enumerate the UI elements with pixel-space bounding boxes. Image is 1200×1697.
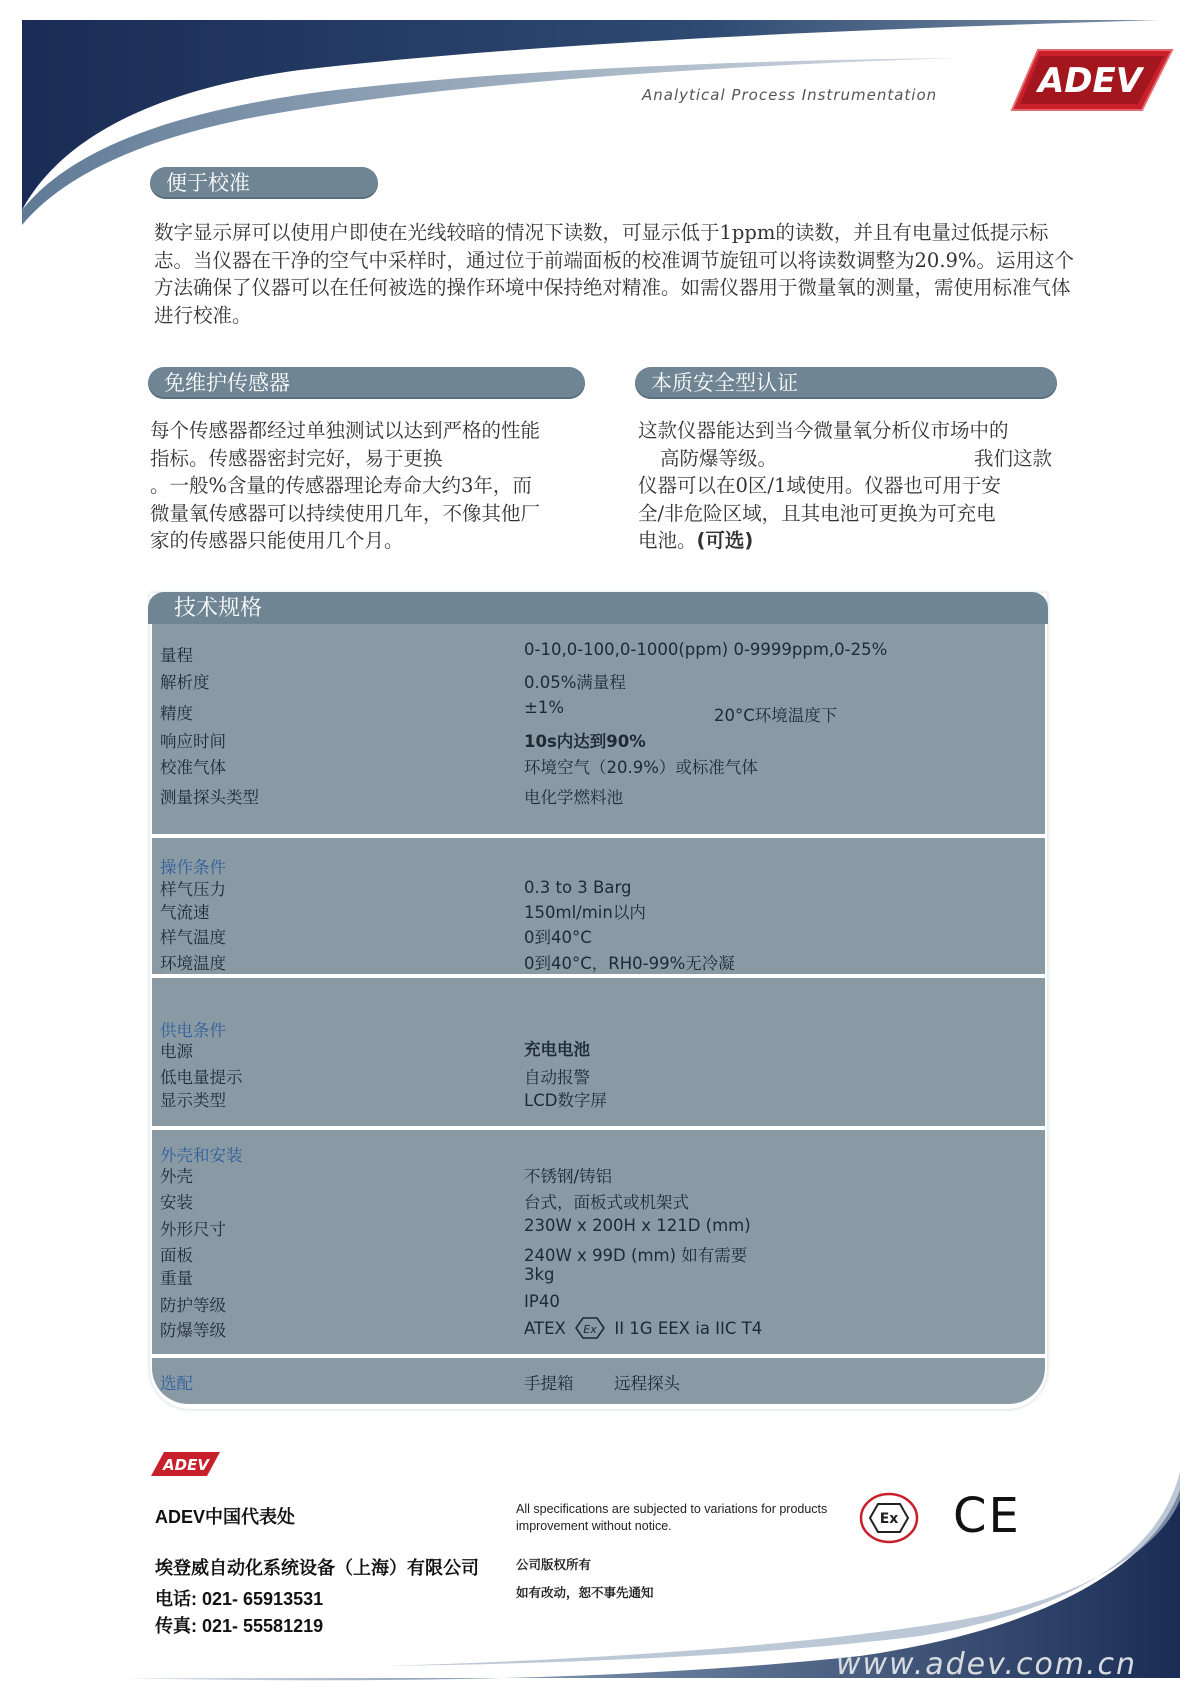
spec-category: 操作条件 bbox=[160, 858, 226, 877]
svg-text:Ex: Ex bbox=[583, 1323, 597, 1336]
spec-value: 环境空气（20.9%）或标准气体 bbox=[524, 758, 758, 777]
safety-line bbox=[638, 527, 1068, 555]
spec-label: 响应时间 bbox=[160, 732, 226, 751]
spec-value: ±1% bbox=[524, 698, 565, 717]
spec-value-atex bbox=[524, 1316, 762, 1340]
spec-value: 3kg bbox=[524, 1265, 555, 1284]
sensor-line: 指标。传感器密封完好，易于更换 bbox=[150, 446, 443, 470]
spec-label: 外形尺寸 bbox=[160, 1220, 226, 1239]
sensor-line: 。一般%含量的传感器理论寿命大约3年，而 bbox=[150, 474, 532, 497]
safety-fragment: 电池。 bbox=[638, 529, 697, 552]
safety-line: 全/非危险区域，且其电池可更换为可充电 bbox=[638, 501, 996, 525]
section-title-safety: 本质安全型认证 bbox=[635, 367, 1057, 399]
safety-fragment: 高防爆等级。 bbox=[660, 446, 778, 470]
spec-value: 0到40°C bbox=[524, 928, 592, 947]
calibration-body: 数字显示屏可以使用户即使在光线较暗的情况下读数，可显示低于1ppm的读数，并且有电量过低提示标志。当仪器在干净的空气中采样时，通过位于前端面板的校准调节旋钮可以将读数调整为20.9%。运用这个方法确保了仪器可以在任何被选的操作环境中保持绝对精准。如需仪器用于微量氧的测量，需使用标准气体进行校准。 bbox=[154, 221, 1074, 327]
footer-adev-logo bbox=[150, 1451, 222, 1477]
spec-label: 外壳 bbox=[160, 1167, 193, 1186]
section-title-calibration: 便于校准 bbox=[150, 167, 378, 199]
sensor-body bbox=[150, 417, 610, 555]
spec-value: 10s内达到90% bbox=[524, 732, 646, 751]
safety-line bbox=[638, 445, 1068, 473]
adev-logo bbox=[1010, 46, 1175, 116]
atex-ex-icon bbox=[858, 1490, 920, 1546]
spec-category: 供电条件 bbox=[160, 1021, 226, 1040]
spec-block-power bbox=[152, 978, 1045, 1126]
spec-value: 0-10,0-100,0-1000(ppm) 0-9999ppm,0-25% bbox=[524, 640, 888, 659]
spec-label: 电源 bbox=[160, 1042, 193, 1061]
company-name: 埃登威自动化系统设备（上海）有限公司 bbox=[155, 1558, 479, 1578]
fax: 传真: 021- 55581219 bbox=[155, 1616, 324, 1636]
spec-label: 量程 bbox=[160, 646, 193, 665]
spec-label: 气流速 bbox=[160, 903, 210, 922]
spec-label: 安装 bbox=[160, 1193, 193, 1212]
spec-label: 防护等级 bbox=[160, 1296, 226, 1315]
safety-fragment: 我们这款 bbox=[974, 446, 1053, 470]
spec-label: 低电量提示 bbox=[160, 1068, 243, 1087]
atex-rating: II 1G EEX ia IIC T4 bbox=[614, 1319, 763, 1338]
spec-value: 240W x 99D (mm) 如有需要 bbox=[524, 1246, 748, 1265]
safety-line: 这款仪器能达到当今微量氧分析仪市场中的 bbox=[638, 419, 1009, 442]
spec-title: 技术规格 bbox=[148, 592, 1048, 624]
spec-block-options bbox=[152, 1358, 1045, 1404]
notice-line: All specifications are subjected to variations for products bbox=[516, 1502, 828, 1516]
svg-text:ADEV: ADEV bbox=[1037, 61, 1143, 101]
spec-label: 显示类型 bbox=[160, 1091, 226, 1110]
spec-category: 外壳和安装 bbox=[160, 1146, 243, 1165]
svg-text:Ex: Ex bbox=[879, 1511, 899, 1527]
svg-text:ADEV: ADEV bbox=[163, 1456, 209, 1474]
website-url[interactable]: www.adev.com.cn bbox=[836, 1647, 1138, 1682]
spec-label: 面板 bbox=[160, 1246, 193, 1265]
tagline: Analytical Process Instrumentation bbox=[642, 86, 938, 104]
ce-mark-icon: CE bbox=[953, 1488, 1021, 1544]
header-swoosh bbox=[0, 0, 1200, 240]
spec-block-operating bbox=[152, 838, 1045, 974]
spec-label: 精度 bbox=[160, 704, 193, 723]
spec-label: 样气温度 bbox=[160, 928, 226, 947]
spec-category: 选配 bbox=[160, 1374, 193, 1393]
spec-value: 电化学燃料池 bbox=[524, 788, 623, 807]
ex-hexagon-icon bbox=[575, 1316, 605, 1340]
spec-value: IP40 bbox=[524, 1292, 560, 1311]
spec-label: 样气压力 bbox=[160, 880, 226, 899]
rights-text: 公司版权所有 bbox=[516, 1558, 592, 1572]
spec-label: 校准气体 bbox=[160, 758, 226, 777]
atex-prefix: ATEX bbox=[524, 1319, 566, 1338]
spec-value: 230W x 200H x 121D (mm) bbox=[524, 1216, 751, 1235]
spec-value: 台式，面板式或机架式 bbox=[524, 1193, 689, 1212]
optional-label: (可选) bbox=[696, 529, 754, 552]
spec-value-extra: 20°C环境温度下 bbox=[714, 706, 838, 725]
spec-value: 0.3 to 3 Barg bbox=[524, 878, 632, 897]
spec-block-housing bbox=[152, 1130, 1045, 1354]
spec-label: 重量 bbox=[160, 1269, 193, 1288]
spec-value: 0到40°C，RH0-99%无冷凝 bbox=[524, 954, 735, 973]
safety-line: 仪器可以在0区/1域使用。仪器也可用于安 bbox=[638, 474, 1001, 497]
spec-label: 防爆等级 bbox=[160, 1321, 226, 1340]
spec-value: 150ml/min以内 bbox=[524, 903, 646, 922]
spec-value: 自动报警 bbox=[524, 1068, 590, 1087]
spec-label: 环境温度 bbox=[160, 954, 226, 973]
spec-value: 充电电池 bbox=[524, 1040, 590, 1059]
safety-body bbox=[638, 417, 1068, 555]
notice-line: improvement without notice. bbox=[516, 1519, 672, 1533]
spec-label: 解析度 bbox=[160, 673, 210, 692]
section-title-sensor: 免维护传感器 bbox=[148, 367, 585, 399]
spec-label: 测量探头类型 bbox=[160, 788, 259, 807]
option-item: 远程探头 bbox=[614, 1374, 680, 1393]
spec-value: LCD数字屏 bbox=[524, 1091, 607, 1110]
sensor-line: 家的传感器只能使用几个月。 bbox=[150, 529, 404, 552]
spec-value: 0.05%满量程 bbox=[524, 673, 626, 692]
change-notice: 如有改动，恕不事先通知 bbox=[516, 1586, 654, 1600]
office-name: ADEV中国代表处 bbox=[155, 1507, 296, 1527]
sensor-line: 每个传感器都经过单独测试以达到严格的性能 bbox=[150, 419, 541, 442]
spec-value: 不锈钢/铸铝 bbox=[524, 1167, 613, 1186]
sensor-line: 微量氧传感器可以持续使用几年，不像其他厂 bbox=[150, 501, 541, 525]
spec-block-general bbox=[152, 624, 1045, 834]
phone: 电话: 021- 65913531 bbox=[155, 1589, 324, 1609]
option-item: 手提箱 bbox=[524, 1374, 574, 1393]
